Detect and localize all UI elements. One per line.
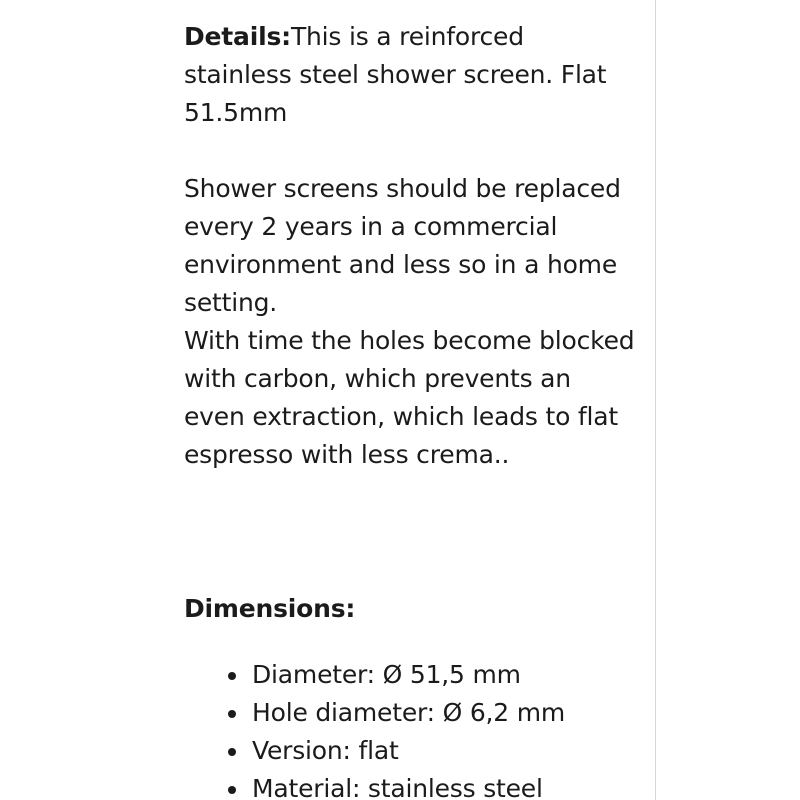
section-spacer	[184, 474, 639, 590]
replacement-paragraph: Shower screens should be replaced every 2 years in a commercial environment and less so in a home setting.	[184, 174, 621, 317]
paragraph-spacer	[184, 132, 639, 170]
details-label: Details:	[184, 22, 291, 51]
details-text: This is a reinforced stainless steel shower screen. Flat 51.5mm	[184, 22, 607, 127]
details-paragraph	[184, 18, 639, 132]
right-border-divider	[655, 0, 656, 800]
blockage-paragraph: With time the holes become blocked with carbon, which prevents an even extraction, which leads to flat espresso with less crema..	[184, 326, 635, 469]
product-description	[184, 18, 639, 800]
dimensions-heading	[184, 590, 639, 628]
dimensions-label: Dimensions:	[184, 594, 356, 623]
list-item: Version: flat	[252, 732, 639, 770]
dimensions-list	[184, 656, 639, 800]
list-item: Material: stainless steel	[252, 770, 639, 800]
list-item: Diameter: Ø 51,5 mm	[252, 656, 639, 694]
list-item: Hole diameter: Ø 6,2 mm	[252, 694, 639, 732]
